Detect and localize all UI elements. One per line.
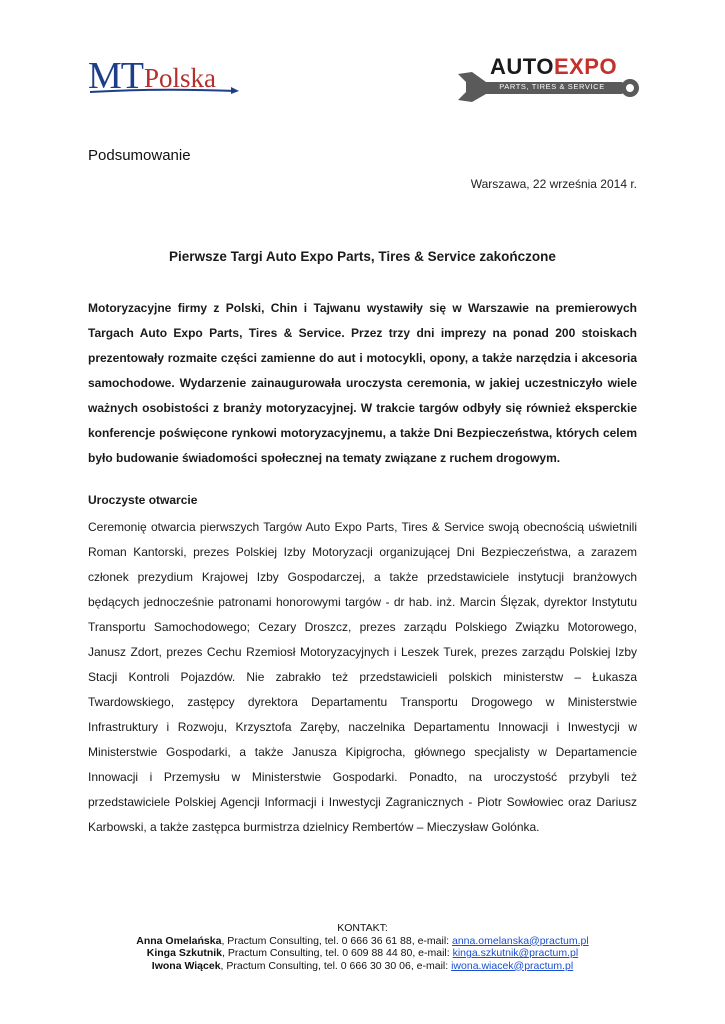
contact-footer — [88, 922, 637, 972]
contact-label: KONTAKT: — [337, 922, 388, 934]
contact-name: Kinga Szkutnik — [146, 947, 223, 959]
page-title: Pierwsze Targi Auto Expo Parts, Tires & Service zakończone — [169, 249, 556, 264]
autoexpo-logo — [450, 52, 640, 108]
contact-row — [88, 947, 637, 960]
contact-details: , Practum Consulting, tel. 0 666 36 61 88, e-mail: — [221, 934, 452, 947]
contact-details: , Practum Consulting, tel. 0 609 88 44 80, e-mail: — [222, 947, 453, 959]
contact-name: Anna Omelańska — [136, 934, 222, 947]
logo-swoosh-icon — [88, 86, 240, 96]
contact-name: Iwona Wiącek — [151, 959, 221, 972]
mt-logo-mark: MT — [88, 55, 143, 97]
autoexpo-tagline: PARTS, TIRES & SERVICE — [499, 82, 605, 91]
contact-details: , Practum Consulting, tel. 0 666 30 30 06, e-mail: — [220, 959, 452, 972]
mt-polska-logo — [88, 52, 240, 98]
body-paragraph: Ceremonię otwarcia pierwszych Targów Auto Expo Parts, Tires & Service swoją obecnością uświetnili Roman Kantorski, prezes Polskiej Izby Motoryzacji organizującej Dni Bezpieczeństwa, a zarazem członek prezydium Krajowej Izby Gospodarczej, a także przedstawiciele instytucji branżowych będących jednocześnie patronami honorowymi targów - dr hab. inż. Marcin Ślęzak, dyrektor Instytutu Transportu Samochodowego; Cezary Droszcz, prezes zarządu Polskiego Związku Motorowego, Janusz Zdort, prezes Cechu Rzemiosł Motoryzacyjnych i Leszek Turek, prezes zarządu Polskiej Izby Stacji Kontroli Pojazdów. Nie zabrakło też przedstawicieli polskich ministerstw – Łukasza Twardowskiego, zastępcy dyrektora Departamentu Transportu Drogowego w Ministerstwie Infrastruktury i Rozwoju, Krzysztofa Zaręby, naczelnika Departamentu Innowacji i Inwestycji w Ministerstwie Gospodarki, a także Janusza Kipigrocha, głównego specjalisty w Departamencie Innowacji i Przemysłu w Ministerstwie Gospodarki. Ponadto, na uroczystość przybyli też przedstawiciele Polskiej Agencji Informacji i Inwestycji Zagranicznych - Piotr Sowłowiec oraz Dariusz Karbowski, a także zastępca burmistrza dzielnicy Rembertów – Mieczysław Golónka. — [88, 520, 637, 834]
date-line: Warszawa, 22 września 2014 r. — [470, 177, 637, 191]
autoexpo-expo: EXPO — [553, 54, 618, 79]
contact-email-link[interactable]: kinga.szkutnik@practum.pl — [452, 947, 579, 959]
mt-logo-polska: Polska — [144, 63, 217, 93]
autoexpo-auto: AUTO — [490, 54, 554, 79]
section-label: Podsumowanie — [88, 147, 191, 164]
autoexpo-wordmark — [490, 55, 617, 79]
contact-row — [88, 935, 637, 948]
lead-paragraph: Motoryzacyjne firmy z Polski, Chin i Tajwanu wystawiły się w Warszawie na premierowych Targach Auto Expo Parts, Tires & Service. Przez trzy dni imprezy na ponad 200 stoiskach prezentowały rozmaite części zamienne do aut i motocykli, opony, a także narzędzia i akcesoria samochodowe. Wydarzenie zainaugurowała uroczysta ceremonia, w jakiej uczestniczyło wiele ważnych osobistości z branży motoryzacyjnej. W trakcie targów odbyły się również eksperckie konferencje poświęcone rynkowi motoryzacyjnemu, a także Dni Bezpieczeństwa, których celem było budowanie świadomości społecznej na tematy związane z ruchem drogowym. — [88, 301, 637, 465]
contact-email-link[interactable]: anna.omelanska@practum.pl — [452, 934, 589, 947]
contact-row — [88, 960, 637, 973]
section-subheading: Uroczyste otwarcie — [88, 493, 198, 507]
contact-email-link[interactable]: iwona.wiacek@practum.pl — [451, 959, 574, 972]
